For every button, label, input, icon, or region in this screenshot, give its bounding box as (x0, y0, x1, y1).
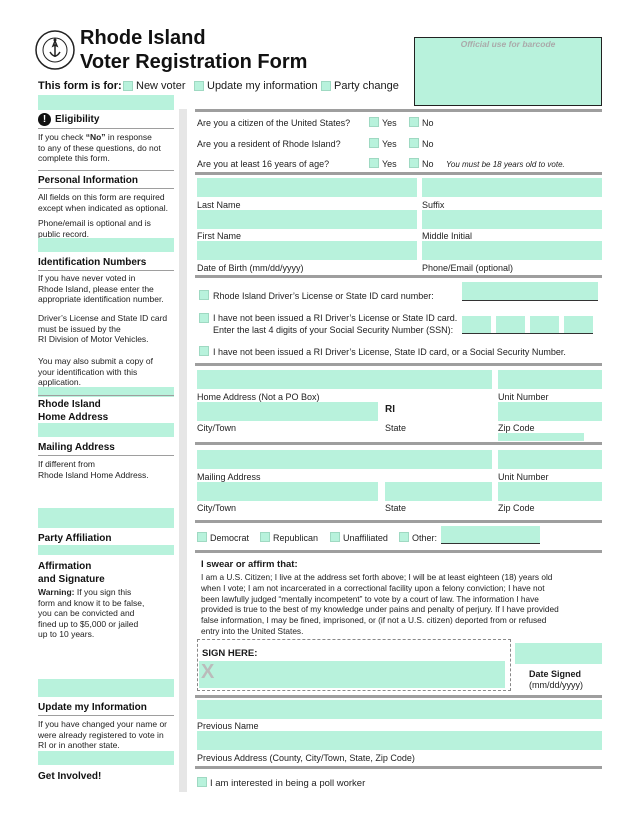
text-line: provided is true to the best of my knowledge under pains and penalty of perjury. If I have provided (201, 604, 559, 615)
party-change-label: Party change (334, 80, 399, 92)
title-line: Home Address (38, 412, 109, 423)
previous-name-label: Previous Name (197, 721, 259, 731)
date-signed-label: Date Signed (529, 669, 582, 679)
text-line: application. (38, 377, 82, 387)
citizen-no-checkbox[interactable] (409, 117, 419, 127)
middle-initial-label: Middle Initial (422, 231, 473, 241)
section-rule (195, 695, 602, 698)
last-name-input[interactable] (197, 178, 417, 197)
update-info-label: Update my information (207, 80, 318, 92)
identification-title: Identification Numbers (38, 257, 147, 268)
text-line: up to 10 years. (38, 629, 95, 639)
party-affiliation-title: Party Affiliation (38, 533, 112, 544)
update-info-title: Update my Information (38, 702, 147, 713)
section-rule (195, 363, 602, 366)
mailing-state-label: State (385, 503, 407, 513)
dl-label: Rhode Island Driver’s License or State ID card number: (213, 291, 434, 301)
sidebar-fill-involved (38, 751, 174, 765)
id-text1 (38, 273, 164, 305)
sidebar-rule (38, 715, 174, 716)
sign-x-mark: X (201, 661, 215, 683)
sidebar-rule (38, 270, 174, 271)
resident-no-checkbox[interactable] (409, 138, 419, 148)
sidebar-rule (38, 455, 174, 456)
text-line: you can be convicted and (38, 608, 135, 618)
ssn-digit-2[interactable] (496, 316, 525, 333)
phone-email-label: Phone/Email (optional) (422, 263, 514, 273)
home-unit-label: Unit Number (498, 392, 549, 402)
signature-input[interactable] (199, 661, 505, 688)
section-rule (195, 172, 602, 175)
text-line: entry into the United States. (201, 625, 304, 636)
suffix-label: Suffix (422, 200, 445, 210)
official-use-label: Official use for barcode (460, 39, 556, 49)
age-no-label: No (422, 159, 434, 169)
mailing-address-title: Mailing Address (38, 442, 115, 453)
section-rule (195, 550, 602, 553)
sidebar-rule (38, 188, 174, 189)
text-line: were already registered to vote in (38, 729, 164, 740)
home-state-label: State (385, 423, 407, 433)
section-rule (195, 766, 602, 769)
date-signed-format: (mm/dd/yyyy) (529, 680, 583, 690)
republican-checkbox[interactable] (260, 532, 270, 542)
dl-number-underline (462, 300, 598, 301)
personal-text1 (38, 192, 168, 213)
text-run: If you sign this (74, 587, 132, 597)
title-line: Affirmation (38, 561, 92, 572)
text-run: If you check (38, 132, 86, 142)
id-text2 (38, 313, 167, 345)
text-line: been lawfully judged “mentally incompetent” to vote by a court of law. The information I have (201, 593, 539, 604)
other-party-checkbox[interactable] (399, 532, 409, 542)
resident-no-label: No (422, 139, 434, 149)
mailing-address-label: Mailing Address (197, 472, 261, 482)
first-name-label: First Name (197, 231, 242, 241)
home-zip-label: Zip Code (498, 423, 535, 433)
eligibility-text (38, 132, 161, 164)
column-divider (179, 109, 187, 792)
home-city-input[interactable] (197, 402, 378, 421)
board-seal (35, 30, 75, 70)
affirm-heading: I swear or affirm that: (201, 559, 298, 570)
text-line: fined up to $5,000 or jailed (38, 618, 139, 629)
dob-label: Date of Birth (mm/dd/yyyy) (197, 263, 304, 273)
citizen-question: Are you a citizen of the United States? (197, 118, 351, 128)
sidebar-fill-eligibility (38, 95, 174, 110)
mailing-zip-label: Zip Code (498, 503, 535, 513)
age-yes-label: Yes (382, 159, 397, 169)
text-line: Phone/email is optional and is (38, 218, 151, 228)
ssn-underline (462, 333, 593, 334)
unaffiliated-label: Unaffiliated (343, 533, 388, 543)
personal-info-title: Personal Information (38, 175, 139, 186)
mailing-unit-input[interactable] (498, 450, 602, 469)
warning-label: Warning: (38, 587, 75, 597)
text-line: If different from (38, 459, 96, 469)
previous-name-input[interactable] (197, 700, 602, 719)
no-emphasis: “No” (85, 132, 106, 142)
get-involved-title: Get Involved! (38, 771, 102, 782)
resident-yes-label: Yes (382, 139, 397, 149)
section-rule (195, 109, 602, 112)
age-note: You must be 18 years old to vote. (446, 160, 565, 169)
text-line: form and know it to be false, (38, 597, 145, 608)
home-city-label: City/Town (197, 423, 237, 433)
sidebar-fill-party (38, 508, 174, 528)
text-line: when I vote; I am not incarcerated in a correctional facility upon a felony conviction; I have not (201, 582, 545, 593)
sign-here-label: SIGN HERE: (202, 648, 258, 659)
text-line: false information, I may be fined, imprisoned, or (if not a U.S. citizen) deported from or refused (201, 615, 547, 626)
dob-input[interactable] (197, 241, 417, 260)
update-text (38, 719, 167, 751)
sidebar-fill-affirm (38, 545, 174, 555)
personal-text2 (38, 218, 151, 239)
title-line: Rhode Island (38, 399, 101, 410)
form-title-line2: Voter Registration Form (80, 51, 308, 73)
democrat-checkbox[interactable] (197, 532, 207, 542)
ssn-digit-3[interactable] (530, 316, 559, 333)
ssn-digit-4[interactable] (564, 316, 593, 333)
text-line: to any of these questions, do not (38, 142, 161, 153)
home-zip-input[interactable] (498, 402, 602, 421)
last-name-label: Last Name (197, 200, 241, 210)
affirm-text (201, 572, 559, 637)
text-run: in response (105, 132, 152, 142)
home-address-title (38, 398, 108, 424)
other-party-input[interactable] (441, 526, 540, 543)
text-line: public record. (38, 228, 90, 239)
title-line: and Signature (38, 574, 105, 585)
text-line: appropriate identification number. (38, 294, 164, 304)
ssn-label-line1: I have not been issued a RI Driver’s License or State ID card. (213, 313, 458, 323)
no-id-label: I have not been issued a RI Driver’s License, State ID card, or a Social Security Number. (213, 347, 566, 357)
eligibility-title: Eligibility (55, 114, 100, 125)
text-line: Driver’s License and State ID card (38, 313, 168, 323)
text-line: If you have changed your name or (38, 719, 167, 729)
sidebar-fill-update (38, 679, 174, 697)
text-line: complete this form. (38, 153, 110, 163)
citizen-no-label: No (422, 118, 434, 128)
ssn-digit-1[interactable] (462, 316, 491, 333)
sidebar-fill-id (38, 238, 174, 252)
first-name-input[interactable] (197, 210, 417, 229)
age-yes-checkbox[interactable] (369, 158, 379, 168)
phone-email-input[interactable] (422, 241, 602, 260)
sidebar-fill-mailing (38, 423, 174, 437)
citizen-yes-checkbox[interactable] (369, 117, 379, 127)
mailing-text (38, 459, 149, 480)
text-line: RI or in another state. (38, 740, 120, 750)
text-line: except when indicated as optional. (38, 202, 168, 213)
citizen-yes-label: Yes (382, 118, 397, 128)
previous-address-input[interactable] (197, 731, 602, 750)
form-title-line1: Rhode Island (80, 27, 206, 49)
previous-address-label: Previous Address (County, City/Town, State, Zip Code) (197, 753, 415, 763)
unaffiliated-checkbox[interactable] (330, 532, 340, 542)
dl-number-input[interactable] (462, 282, 598, 300)
republican-label: Republican (273, 533, 319, 543)
age-question: Are you at least 16 years of age? (197, 159, 330, 169)
mailing-city-input[interactable] (197, 482, 378, 501)
home-address-input[interactable] (197, 370, 492, 389)
middle-initial-input[interactable] (422, 210, 602, 229)
dl-checkbox[interactable] (199, 290, 209, 300)
exclamation-icon: ! (38, 113, 51, 126)
text-line: I am a U.S. Citizen; I live at the address set forth above; I will be at least eighteen (18) years old (201, 572, 553, 582)
party-change-checkbox[interactable] (321, 81, 331, 91)
sidebar-rule (38, 170, 174, 171)
mailing-state-input[interactable] (385, 482, 492, 501)
mailing-address-input[interactable] (197, 450, 492, 469)
affirmation-title (38, 560, 105, 586)
home-address-label: Home Address (Not a PO Box) (197, 392, 320, 402)
section-rule (195, 442, 602, 445)
new-voter-label: New voter (136, 80, 186, 92)
no-id-checkbox[interactable] (199, 346, 209, 356)
text-line: Rhode Island Home Address. (38, 469, 149, 480)
age-no-checkbox[interactable] (409, 158, 419, 168)
text-line: RI Division of Motor Vehicles. (38, 334, 149, 344)
resident-yes-checkbox[interactable] (369, 138, 379, 148)
text-line: Rhode Island, please enter the (38, 283, 154, 294)
mailing-city-label: City/Town (197, 503, 237, 513)
mailing-zip-input[interactable] (498, 482, 602, 501)
text-line: If you have never voted in (38, 273, 136, 283)
text-line: must be issued by the (38, 323, 121, 334)
ssn-label-line2: Enter the last 4 digits of your Social Security Number (SSN): (213, 325, 454, 335)
other-party-underline (441, 543, 540, 544)
id-text3 (38, 356, 153, 388)
section-rule (195, 520, 602, 523)
poll-worker-label: I am interested in being a poll worker (210, 778, 366, 789)
new-voter-checkbox[interactable] (123, 81, 133, 91)
home-zip-extra-fill (498, 433, 584, 441)
mailing-unit-label: Unit Number (498, 472, 549, 482)
suffix-input[interactable] (422, 178, 602, 197)
democrat-label: Democrat (210, 533, 250, 543)
text-line: You may also submit a copy of (38, 356, 153, 366)
text-line: All fields on this form are required (38, 192, 165, 202)
other-party-label: Other: (412, 533, 438, 543)
poll-worker-checkbox[interactable] (197, 777, 207, 787)
warning-text (38, 587, 144, 640)
form-for-label: This form is for: (38, 80, 122, 92)
home-unit-input[interactable] (498, 370, 602, 389)
sidebar-rule (38, 395, 174, 396)
sidebar-rule (38, 128, 174, 129)
home-state-value: RI (385, 404, 395, 415)
section-rule (195, 275, 602, 278)
date-signed-input[interactable] (515, 643, 602, 664)
update-info-checkbox[interactable] (194, 81, 204, 91)
resident-question: Are you a resident of Rhode Island? (197, 139, 341, 149)
ssn-checkbox[interactable] (199, 313, 209, 323)
text-line: your identification with this (38, 366, 138, 377)
